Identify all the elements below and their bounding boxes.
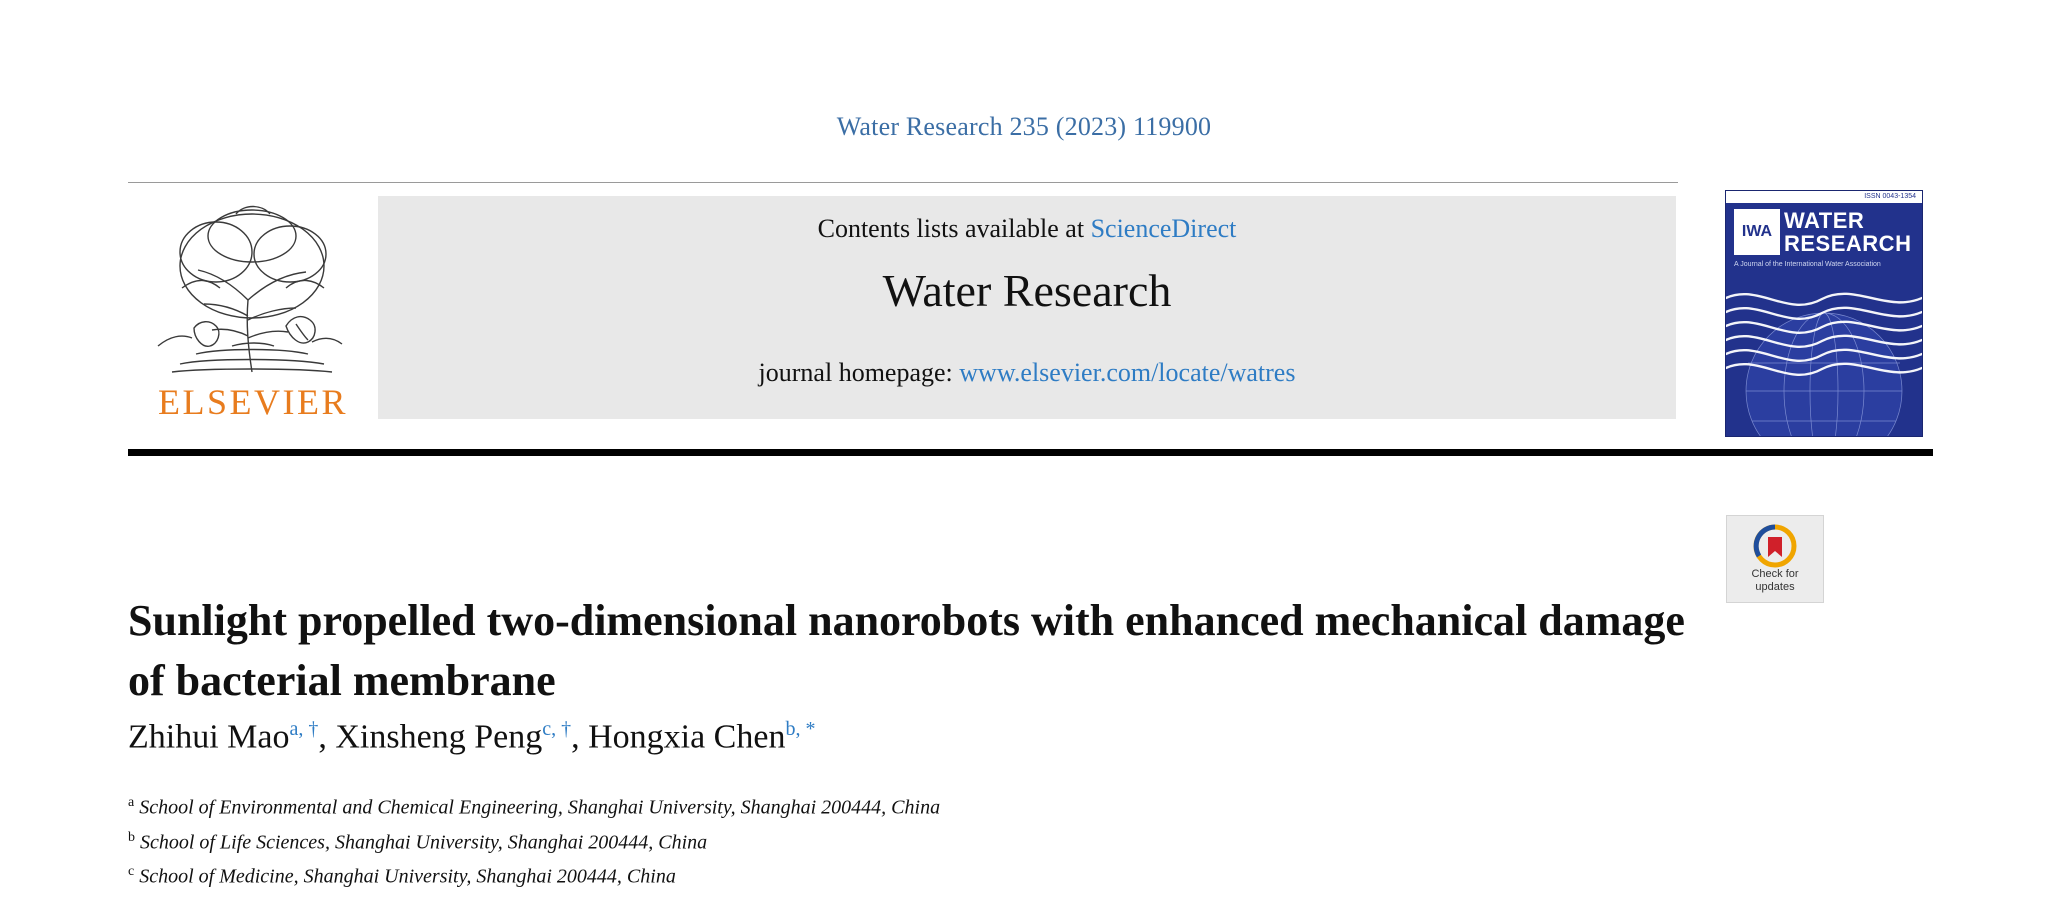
cover-title [1784,209,1916,255]
iwa-logo-icon: IWA [1734,209,1780,255]
sciencedirect-link[interactable]: ScienceDirect [1090,214,1237,243]
masthead-top-rule [128,182,1678,183]
cover-title-line1: WATER [1784,208,1865,233]
crossmark-label-line2: updates [1755,581,1795,593]
crossmark-badge[interactable] [1726,515,1824,603]
author-affiliation-marks: b, * [785,718,816,740]
author-separator: , [571,718,589,756]
elsevier-tree-icon [136,196,368,386]
cover-title-line2: RESEARCH [1784,231,1912,256]
cover-waves-graphic [1726,271,1922,436]
contents-available-line [378,214,1676,244]
cover-top-strip [1726,191,1922,203]
journal-homepage-line [378,358,1676,388]
journal-homepage-link[interactable]: www.elsevier.com/locate/watres [959,358,1296,387]
author-name: Hongxia Chen [588,718,786,756]
crossmark-icon [1753,524,1797,568]
homepage-prefix: journal homepage: [758,358,960,387]
affiliation-mark: b [128,829,135,845]
journal-masthead [128,182,1806,462]
crossmark-label-line1: Check for [1751,568,1799,580]
affiliation-text: School of Environmental and Chemical Engineering, Shanghai University, Shanghai 200444, China [139,796,941,819]
elsevier-logo [128,196,378,446]
author-separator: , [318,718,336,756]
running-head: Water Research 235 (2023) 119900 [836,112,1212,141]
journal-title: Water Research [882,265,1172,316]
affiliation-item [128,788,1728,823]
author-affiliation-marks: a, † [289,718,319,740]
elsevier-wordmark: ELSEVIER [158,382,348,422]
masthead-bottom-rule [128,449,1933,456]
journal-cover-image [1725,190,1923,437]
contents-box [378,196,1676,419]
affiliation-text: School of Life Sciences, Shanghai University, Shanghai 200444, China [140,831,708,854]
cover-subtitle: A Journal of the International Water Association [1734,261,1881,268]
article-title: Sunlight propelled two-dimensional nanorobots with enhanced mechanical damage of bacterial membrane [128,596,1685,706]
contents-prefix: Contents lists available at [817,214,1091,243]
cover-issn: ISSN 0043-1354 [1864,193,1916,200]
affiliation-item [128,857,1728,892]
affiliation-list [128,788,1728,892]
affiliation-item [128,823,1728,858]
affiliation-mark: a [128,795,135,810]
affiliation-text: School of Medicine, Shanghai University, Shanghai 200444, China [139,865,676,888]
author-list [128,718,1728,756]
author-name: Zhihui Mao [128,718,290,756]
author-affiliation-marks: c, † [542,718,572,740]
affiliation-mark: c [128,864,135,880]
crossmark-label [1727,568,1823,594]
author-name: Xinsheng Peng [335,718,543,756]
